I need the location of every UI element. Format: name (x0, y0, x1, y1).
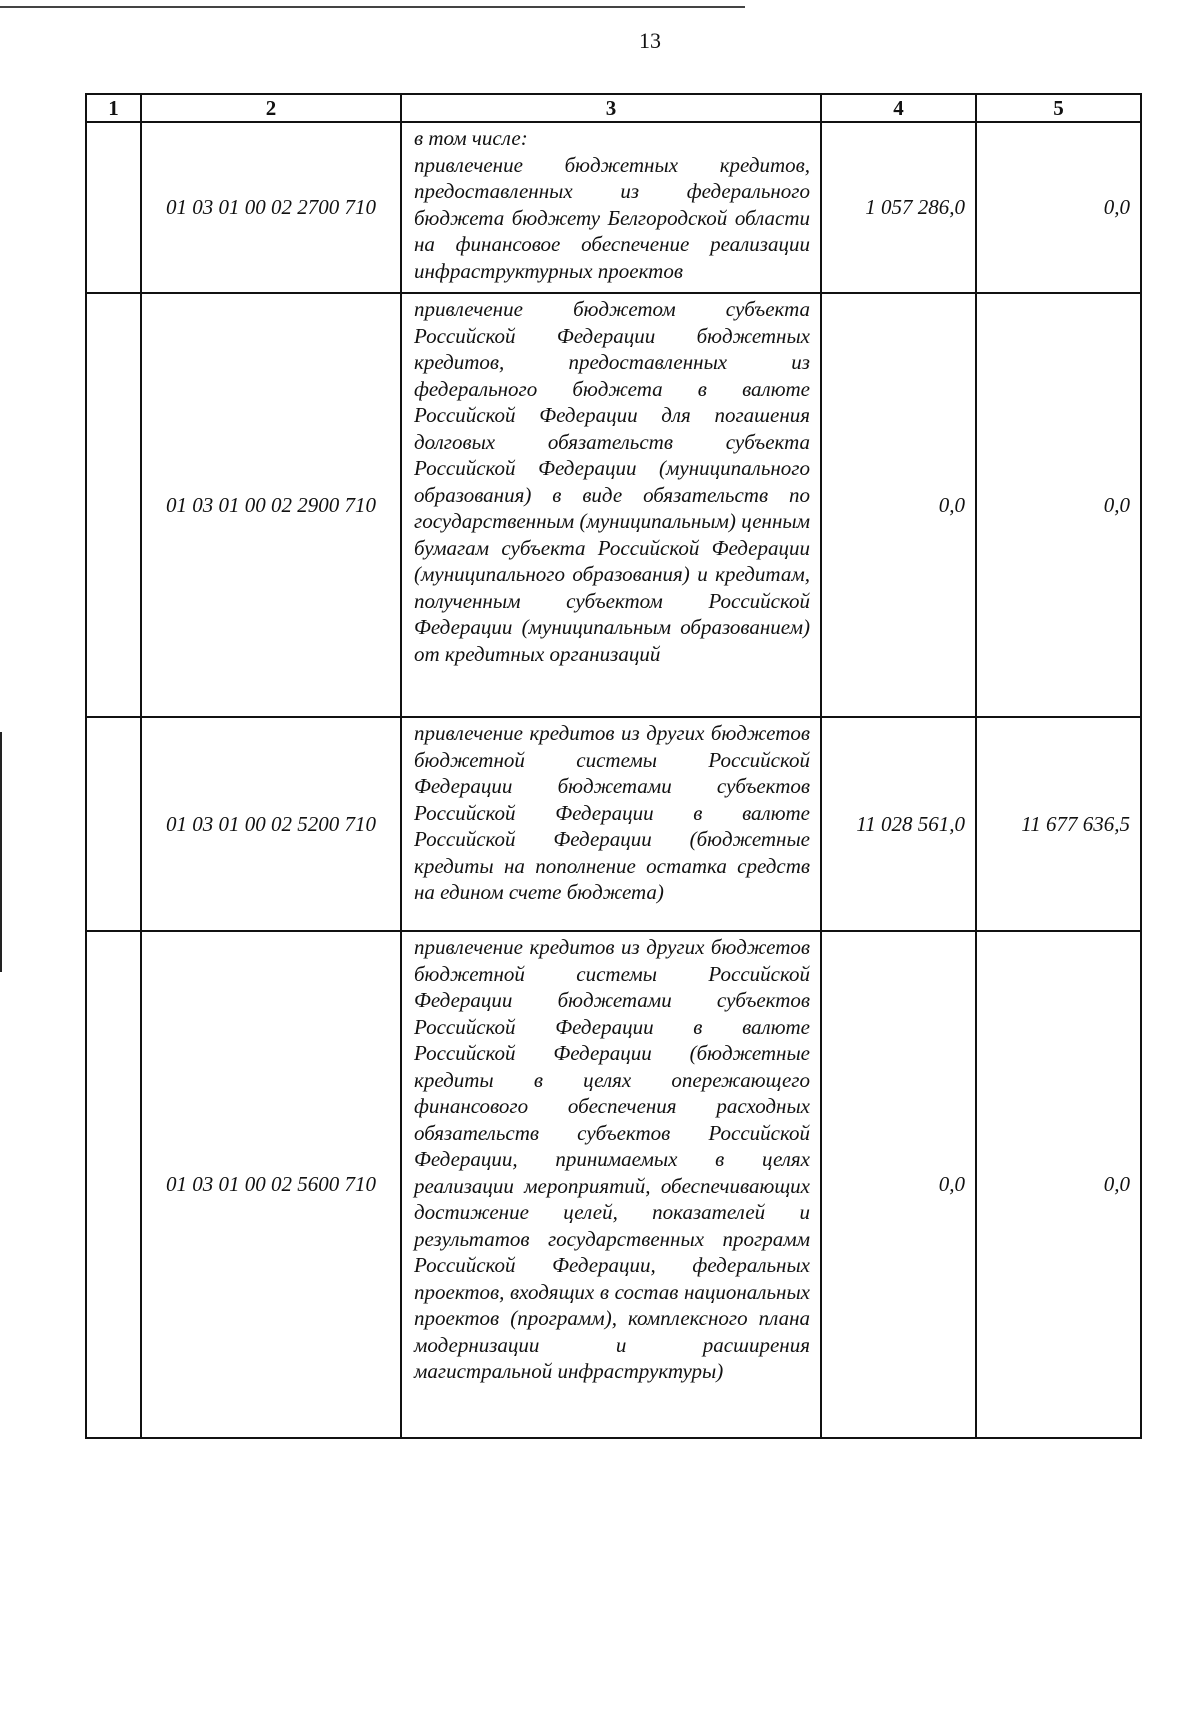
row-intro: в том числе: (414, 126, 528, 150)
table-row (86, 717, 1141, 931)
budget-code: 01 03 01 00 02 2700 710 (141, 122, 401, 293)
header-cell-4: 4 (821, 94, 976, 122)
row-description (401, 122, 821, 293)
row-description-text: привлечение кредитов из других бюджетов бюджетной системы Российской Федерации бюджетами субъектов Российской Федерации в валюте Российской Федерации (бюджетные кредиты в целях опережающего финансового обеспечения расходных обязательств субъектов Российской Федерации, принимаемых в целях реализации мероприятий, обеспечивающих достижение целей, показателей и результатов государственных программ Российской Федерации, федеральных проектов, входящих в состав национальных проектов (программ), комплексного плана модернизации и расширения магистральной инфраструктуры) (401, 931, 821, 1438)
header-cell-2: 2 (141, 94, 401, 122)
table-row (86, 931, 1141, 1438)
header-cell-1: 1 (86, 94, 141, 122)
page-number: 13 (639, 28, 661, 53)
amount-col5: 0,0 (976, 122, 1141, 293)
row-index-cell (86, 931, 141, 1438)
amount-col4: 0,0 (821, 931, 976, 1438)
row-description-text: привлечение бюджетом субъекта Российской Федерации бюджетных кредитов, предоставленных из федерального бюджета в валюте Российской Федерации для погашения долговых обязательств субъекта Российской Федерации (муниципального образования) в виде обязательств по государственным (муниципальным) ценным бумагам субъекта Российской Федерации (муниципального образования) и кредитам, полученным субъектом Российской Федерации (муниципальным образованием) от кредитных организаций (401, 293, 821, 717)
row-description-text: привлечение кредитов из других бюджетов бюджетной системы Российской Федерации бюджетами субъектов Российской Федерации в валюте Российской Федерации (бюджетные кредиты на пополнение остатка средств на едином счете бюджета) (401, 717, 821, 931)
row-description-text: привлечение бюджетных кредитов, предоставленных из федерального бюджета бюджету Белгородской области на финансовое обеспечение реализации инфраструктурных проектов (414, 152, 810, 283)
budget-code: 01 03 01 00 02 2900 710 (141, 293, 401, 717)
budget-sources-table (85, 93, 1142, 1439)
amount-col4: 11 028 561,0 (821, 717, 976, 931)
amount-col5: 11 677 636,5 (976, 717, 1141, 931)
amount-col5: 0,0 (976, 931, 1141, 1438)
row-index-cell (86, 122, 141, 293)
header-cell-3: 3 (401, 94, 821, 122)
row-index-cell (86, 293, 141, 717)
budget-code: 01 03 01 00 02 5200 710 (141, 717, 401, 931)
table-row (86, 293, 1141, 717)
amount-col5: 0,0 (976, 293, 1141, 717)
amount-col4: 0,0 (821, 293, 976, 717)
table-header-row (86, 94, 1141, 122)
amount-col4: 1 057 286,0 (821, 122, 976, 293)
scan-margin-mark (0, 732, 2, 972)
header-cell-5: 5 (976, 94, 1141, 122)
row-index-cell (86, 717, 141, 931)
table-row (86, 122, 1141, 293)
budget-code: 01 03 01 00 02 5600 710 (141, 931, 401, 1438)
scan-edge-line (0, 6, 745, 8)
